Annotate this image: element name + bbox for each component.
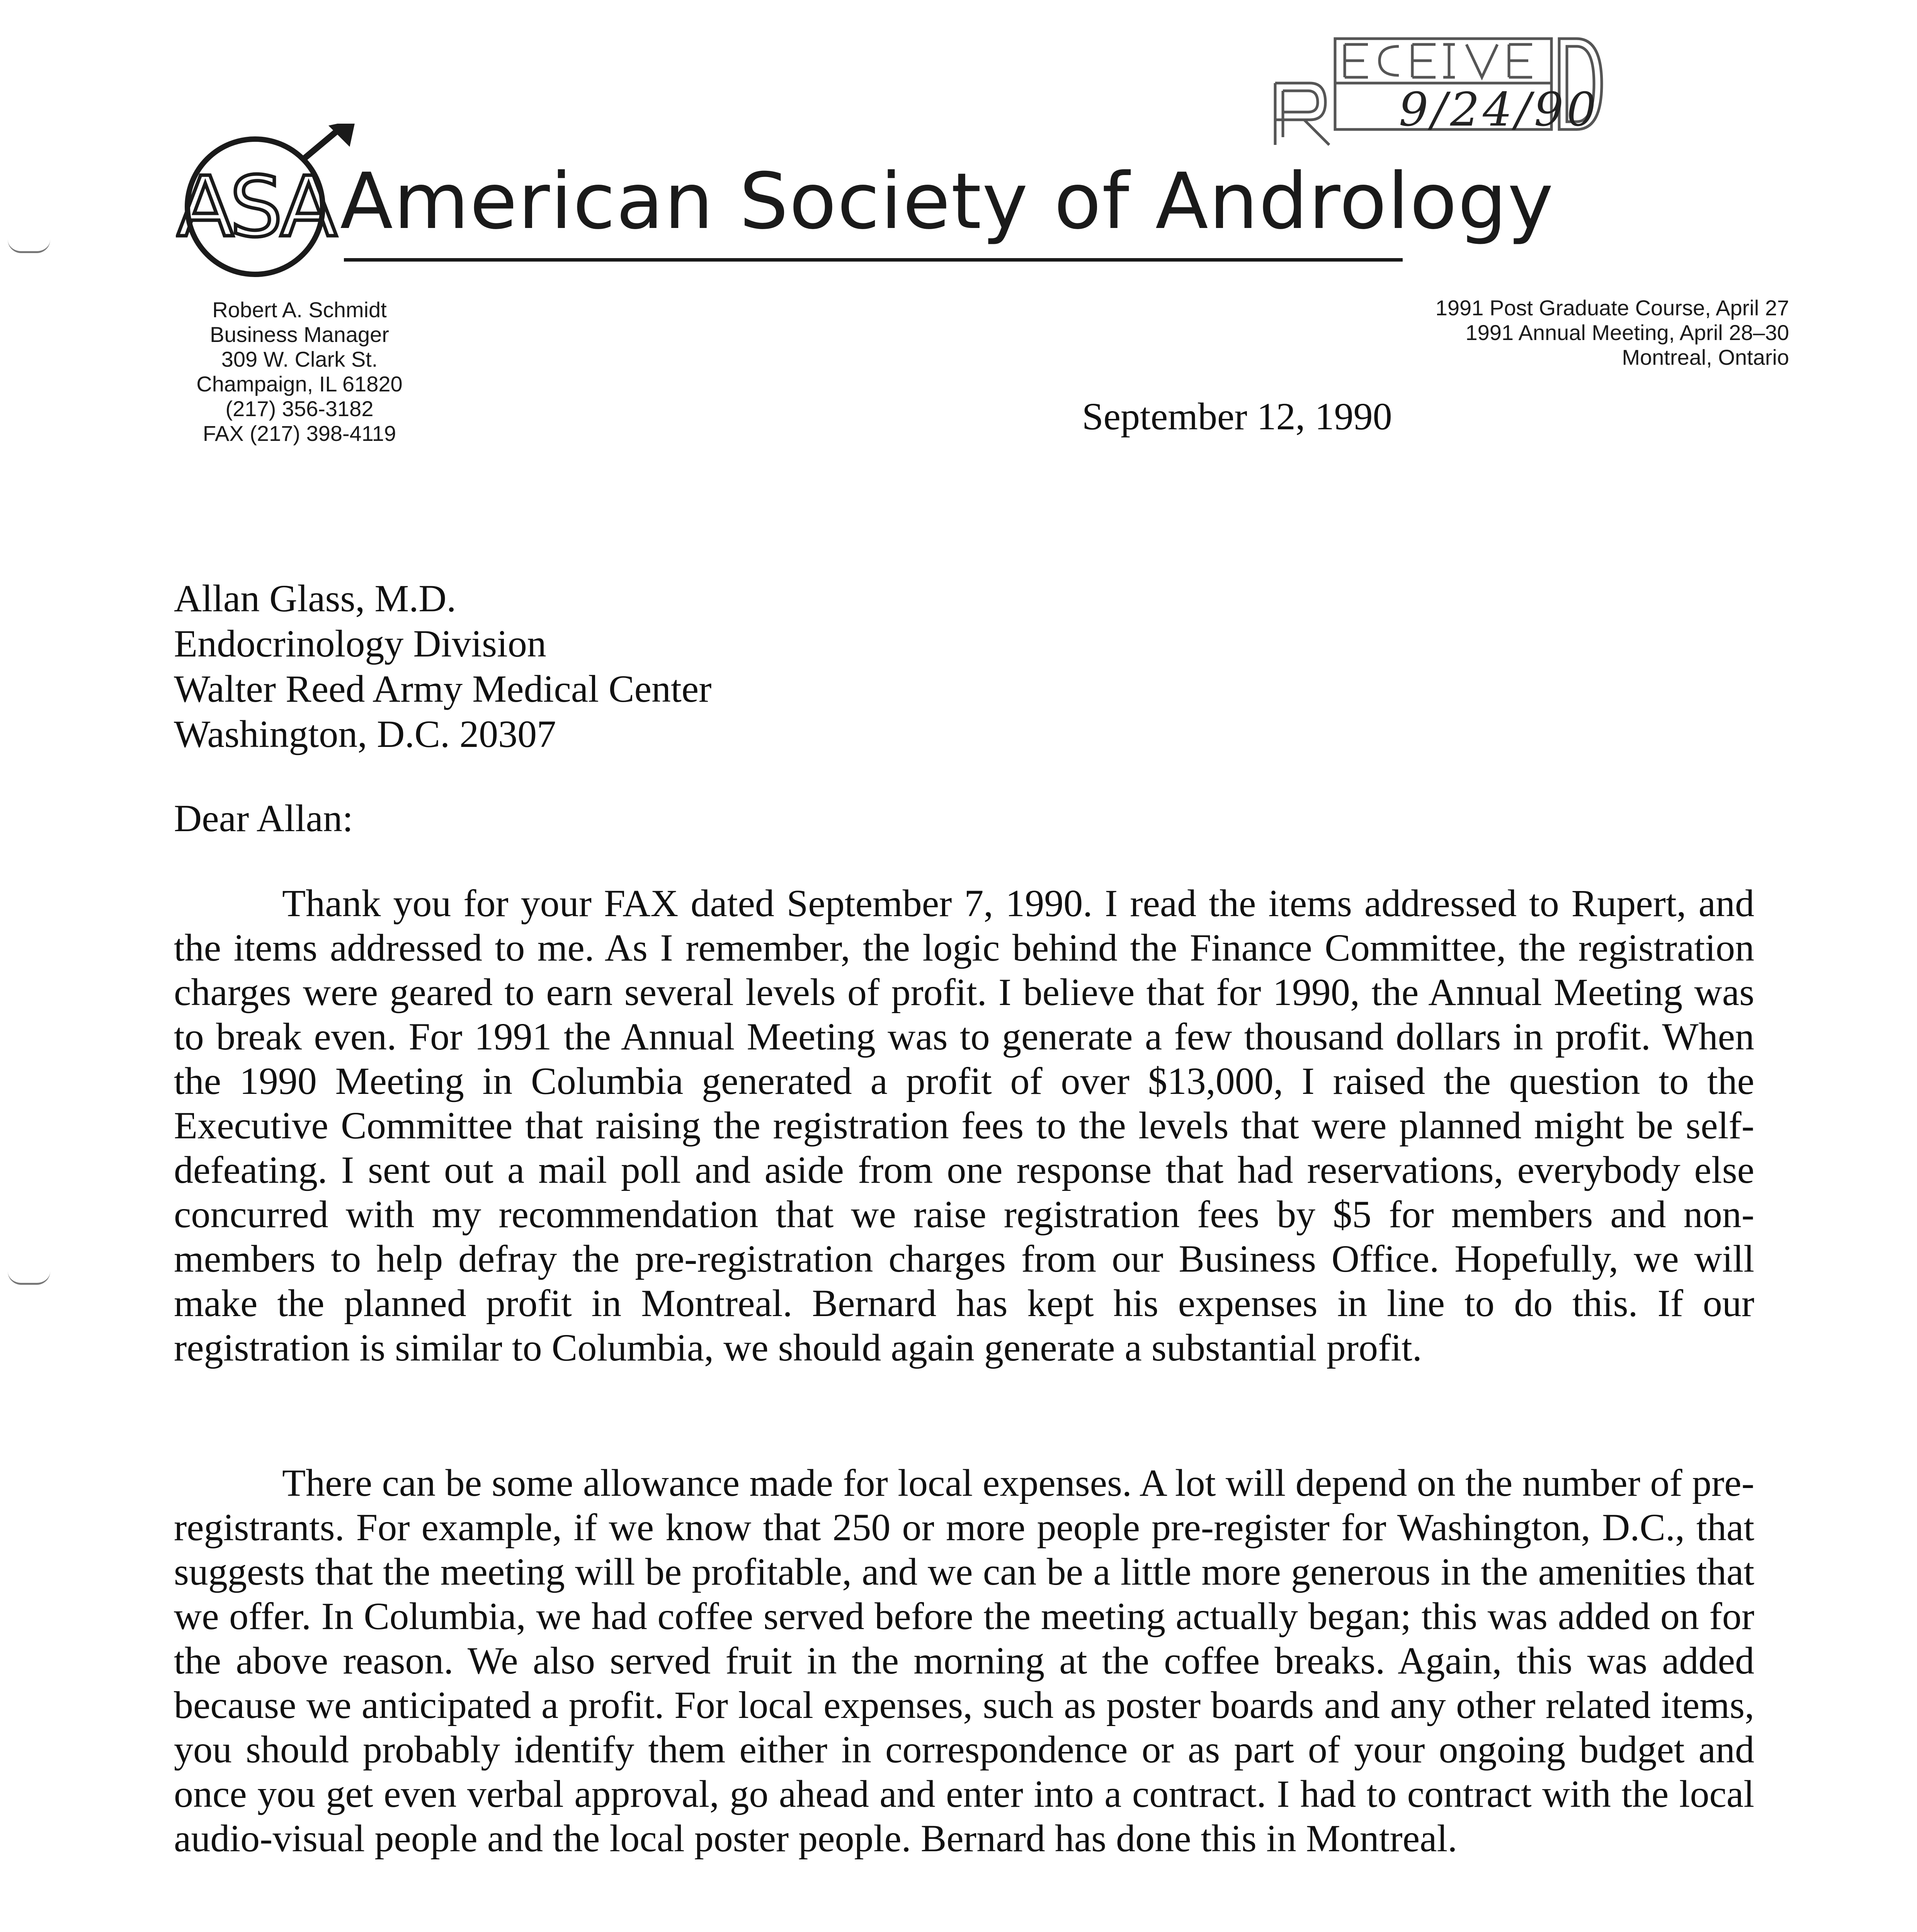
meeting-line: 1991 Annual Meeting, April 28–30 [1465, 320, 1789, 345]
sender-phone: (217) 356-3182 [225, 396, 374, 421]
body-paragraph: There can be some allowance made for local expenses. A lot will depend on the number of pre-registrants. For example, if we know that 250 or more people pre-register for Washington, D.C., that suggests that the meeting will be profitable, and we can be a little more generous in the amenities that we offer. In Columbia, we had coffee served before the meeting actually began; this was added on for the above reason. We also served fruit in the morning at the coffee breaks. Again, this was added because we anticipated a profit. For local expenses, such as poster boards and any other related items, you should probably identify them either in correspondence or as part of your ongoing budget and once you get even verbal approval, go ahead and enter into a contract. I had to contract with the local audio-visual people and the local poster people. Bernard has done this in Montreal. [174, 1461, 1754, 1860]
sender-name: Robert A. Schmidt [212, 298, 387, 322]
asa-logo [176, 124, 361, 278]
stamp-date: 9/24/90 [1399, 83, 1599, 137]
recipient-city: Washington, D.C. 20307 [174, 713, 556, 755]
salutation: Dear Allan: [174, 797, 353, 840]
meeting-line: Montreal, Ontario [1622, 345, 1789, 369]
logo-text: ASA [177, 158, 333, 255]
sender-city: Champaign, IL 61820 [196, 372, 403, 396]
sender-street: 309 W. Clark St. [221, 347, 378, 371]
organization-name: American Society of Andrology [340, 156, 1554, 247]
recipient-name: Allan Glass, M.D. [174, 577, 456, 620]
sender-title: Business Manager [210, 322, 389, 347]
binder-hole-mark [8, 240, 50, 253]
body-paragraph: Thank you for your FAX dated September 7, 1990. I read the items addressed to Rupert, and the items addressed to me. As I remember, the logic behind the Finance Committee, the registration charges were geared to earn several levels of profit. I believe that for 1990, the Annual Meeting was to break even. For 1991 the Annual Meeting was to generate a few thousand dollars in profit. When the 1990 Meeting in Columbia generated a profit of over $13,000, I raised the question to the Executive Committee that raising the registration fees to the levels that were planned might be self-defeating. I sent out a mail poll and aside from one response that had reservations, everybody else concurred with my recommendation that we raise registration fees by $5 for members and non-members to help defray the pre-registration charges from our Business Office. Hopefully, we will make the planned profit in Montreal. Bernard has kept his expenses in line to do this. If our registration is similar to Columbia, we should again generate a substantial profit. [174, 882, 1754, 1369]
letterhead-rule [344, 258, 1403, 262]
meeting-info [1294, 296, 1789, 370]
recipient-block [174, 576, 711, 757]
sender-block [153, 298, 446, 446]
meeting-line: 1991 Post Graduate Course, April 27 [1435, 296, 1789, 320]
recipient-organization: Walter Reed Army Medical Center [174, 667, 712, 710]
letter-date: September 12, 1990 [1082, 395, 1392, 438]
binder-hole-mark [8, 1271, 50, 1285]
sender-fax: FAX (217) 398-4119 [202, 421, 396, 446]
recipient-division: Endocrinology Division [174, 622, 546, 665]
